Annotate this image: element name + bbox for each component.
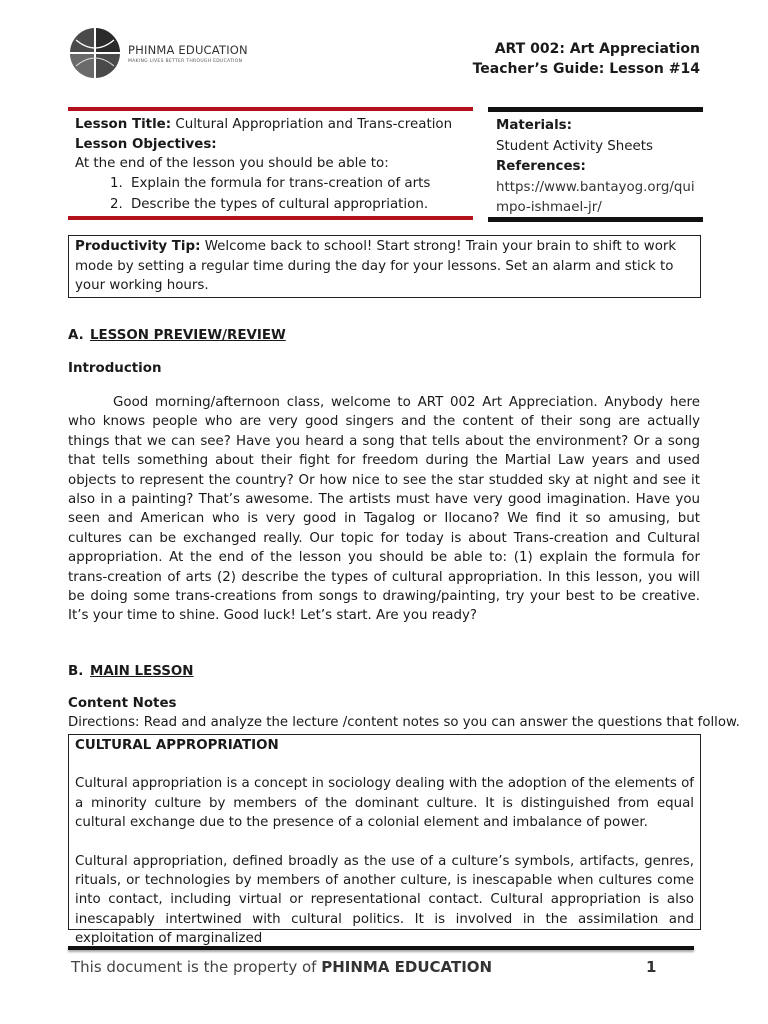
org-tagline: MAKING LIVES BETTER THROUGH EDUCATION <box>128 58 243 64</box>
globe-logo-icon <box>68 26 122 80</box>
page-number: 1 <box>646 958 657 976</box>
course-header <box>473 39 700 79</box>
footer-divider <box>68 946 694 950</box>
objective-item: 2. Describe the types of cultural appropriation. <box>127 195 466 215</box>
content-box-title: CULTURAL APPROPRIATION <box>75 738 279 753</box>
guide-title: Teacher’s Guide: Lesson #14 <box>472 61 700 77</box>
objectives-intro: At the end of the lesson you should be able to: <box>75 156 389 171</box>
objectives-list <box>75 174 466 215</box>
materials-label: Materials: <box>496 118 572 133</box>
section-a-letter: A. <box>68 328 84 343</box>
lesson-info-box <box>68 107 473 220</box>
materials-value: Student Activity Sheets <box>496 138 653 154</box>
reference-link[interactable]: https://www.bantayog.org/quimpo-ishmael-jr/ <box>496 179 695 215</box>
introduction-heading: Introduction <box>68 361 162 376</box>
introduction-text: Good morning/afternoon class, welcome to ART 002 Art Appreciation. Anybody here who knows people who are very good singers and the content of their song are actually things that we can see? Have you heard a song that tells about the environment? Or a song that tells something about their fight for freedom during the Martial Law years and used objects to represent the country? Or how nice to see the star studded sky at night and see it also in a painting? That’s awesome. The artists must have very good imagination. Have you seen and American who is very good in Tagalog or Ilocano? We find it so amusing, but cultures can be exchanged really. Our topic for today is about Trans-creation and Cultural appropriation. At the end of the lesson you should be able to: (1) explain the formula for trans-creation of arts (2) describe the types of cultural appropriation. In this lesson, you will be doing some trans-creations from songs to drawing/painting, try your best to be creative. It’s your time to shine. Good luck! Let’s start. Are you ready? <box>68 395 700 624</box>
org-logo <box>68 26 258 80</box>
section-b-title: MAIN LESSON <box>90 664 194 679</box>
content-paragraph: Cultural appropriation is a concept in sociology dealing with the adoption of the elements of a minority culture by members of the dominant culture. It is distinguished from equal cultural exchange due to the presence of a colonial element and imbalance of power. <box>75 776 694 831</box>
tip-label: Productivity Tip: <box>75 239 201 254</box>
section-a-title: LESSON PREVIEW/REVIEW <box>90 328 286 343</box>
content-paragraph: Cultural appropriation, defined broadly as the use of a culture’s symbols, artifacts, genres, rituals, or technologies by members of another culture, is inescapable when cultures come into contact, including virtual or representational contact. Cultural appropriation is also inescapably intertwined with cultural politics. It is involved in the assimilation and exploitation of marginalized <box>75 853 694 947</box>
objective-item: 1. Explain the formula for trans-creation of arts <box>127 174 466 194</box>
org-name: PHINMA EDUCATION <box>128 42 248 57</box>
course-title: ART 002: Art Appreciation <box>494 41 700 57</box>
footer-owner: PHINMA EDUCATION <box>321 958 493 976</box>
objectives-label: Lesson Objectives: <box>75 136 217 152</box>
section-b-letter: B. <box>68 664 84 679</box>
productivity-tip-box <box>68 235 701 298</box>
materials-box <box>488 107 703 222</box>
references-label: References: <box>496 159 586 174</box>
tip-text: Welcome back to school! Start strong! Train your brain to shift to work mode by setting a regular time during the day for your lessons. Set an alarm and stick to your working hours. <box>75 239 677 293</box>
introduction-paragraph <box>68 393 700 626</box>
content-notes-heading: Content Notes <box>68 696 177 711</box>
lesson-title-label: Lesson Title: <box>75 117 172 132</box>
section-b-heading <box>68 664 194 679</box>
section-a-heading <box>68 328 286 343</box>
footer-ownership <box>71 958 492 976</box>
lesson-title: Cultural Appropriation and Trans-creation <box>175 117 453 132</box>
cultural-appropriation-box <box>68 734 701 947</box>
footer-prefix: This document is the property of <box>71 958 322 976</box>
content-directions: Directions: Read and analyze the lecture /content notes so you can answer the questions that follow. <box>68 715 740 730</box>
